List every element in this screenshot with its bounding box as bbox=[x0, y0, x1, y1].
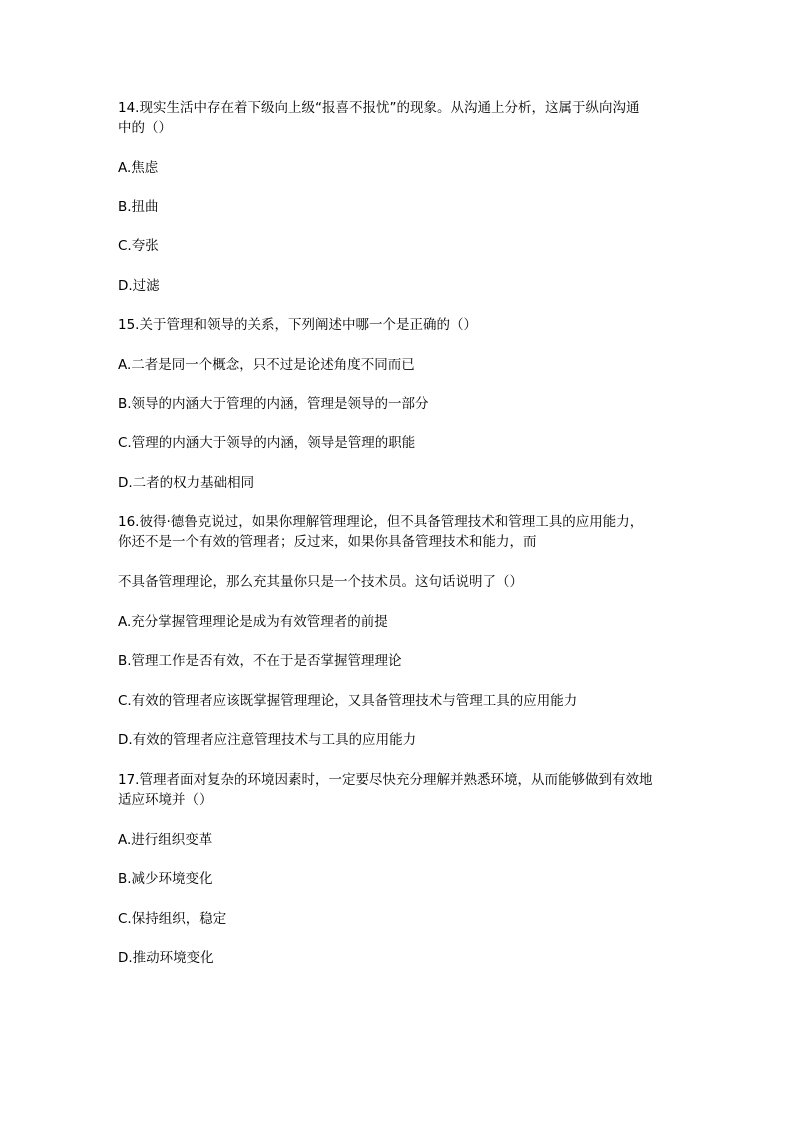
question-16-option-a: A.充分掌握管理理论是成为有效管理者的前提 bbox=[118, 614, 388, 630]
question-16-option-b: B.管理工作是否有效，不在于是否掌握管理理论 bbox=[118, 653, 402, 669]
question-17-option-d: D.推动环境变化 bbox=[118, 950, 214, 966]
question-14-option-c: C.夸张 bbox=[118, 238, 159, 254]
question-16-stem-line-3: 不具备管理理论，那么充其量你只是一个技术员。这句话说明了（） bbox=[118, 574, 523, 590]
question-14-option-b: B.扭曲 bbox=[118, 199, 159, 215]
question-14-stem-line-1: 14.现实生活中存在着下级向上级“报喜不报忧”的现象。从沟通上分析，这属于纵向沟通 bbox=[118, 100, 640, 116]
question-17-stem-line-1: 17.管理者面对复杂的环境因素时，一定要尽快充分理解并熟悉环境，从而能够做到有效地 bbox=[118, 772, 653, 788]
question-14-stem-line-2: 中的（） bbox=[118, 120, 172, 136]
question-15-option-d: D.二者的权力基础相同 bbox=[118, 475, 255, 491]
question-16-stem-line-1: 16.彼得·德鲁克说过，如果你理解管理理论，但不具备管理技术和管理工具的应用能力， bbox=[118, 514, 644, 530]
question-14-option-d: D.过滤 bbox=[118, 278, 160, 294]
question-16-stem-line-2: 你还不是一个有效的管理者；反过来，如果你具备管理技术和能力，而 bbox=[118, 534, 537, 550]
question-17-option-b: B.减少环境变化 bbox=[118, 871, 213, 887]
question-14-option-a: A.焦虑 bbox=[118, 160, 159, 176]
question-15-option-a: A.二者是同一个概念，只不过是论述角度不同而已 bbox=[118, 357, 415, 373]
question-17-option-a: A.进行组织变革 bbox=[118, 832, 213, 848]
question-17-stem-line-2: 适应环境并（） bbox=[118, 792, 213, 808]
question-16-option-c: C.有效的管理者应该既掌握管理理论，又具备管理技术与管理工具的应用能力 bbox=[118, 693, 578, 709]
question-15-option-b: B.领导的内涵大于管理的内涵，管理是领导的一部分 bbox=[118, 396, 429, 412]
question-17-option-c: C.保持组织，稳定 bbox=[118, 911, 227, 927]
question-15-option-c: C.管理的内涵大于领导的内涵，领导是管理的职能 bbox=[118, 435, 416, 451]
question-15-stem-line-1: 15.关于管理和领导的关系，下列阐述中哪一个是正确的（） bbox=[118, 317, 477, 333]
question-16-option-d: D.有效的管理者应注意管理技术与工具的应用能力 bbox=[118, 732, 417, 748]
